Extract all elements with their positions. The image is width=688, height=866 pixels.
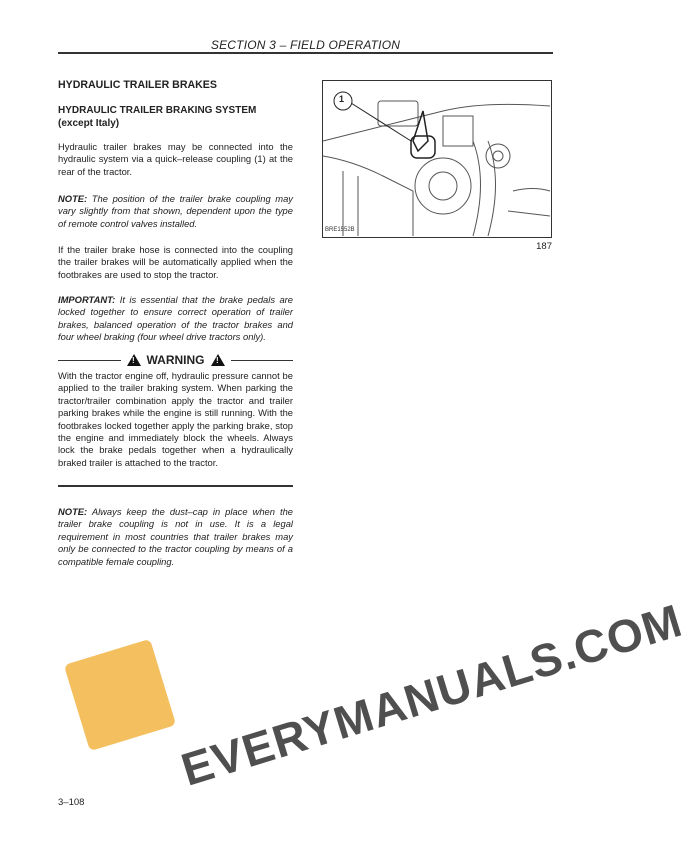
important-text: It is essential that the brake pedals are locked together to ensure correct operation of trailer brakes, balanced operation of the tractor brakes and four wheel braking (four wheel drive tractors only). [58, 294, 293, 343]
warning-label: WARNING [146, 353, 205, 367]
section-header: SECTION 3 – FIELD OPERATION [210, 38, 401, 52]
figure-trailer-brake-coupling [322, 80, 552, 238]
note-coupling-position [58, 193, 293, 230]
figure-number: 187 [536, 241, 552, 252]
figure-code: BRE1552B [325, 227, 355, 233]
watermark-text: EVERYMANUALS.COM [175, 593, 688, 796]
note-label: NOTE: [58, 506, 88, 517]
warning-text: With the tractor engine off, hydraulic pressure cannot be applied to the trailer braking system. When parking the tractor/trailer combination apply the tractor and trailer parking brakes while the engine is still running. With the footbrakes locked together apply the parking brake, stop the engine and immediately block the wheels. Always lock the brake pedals together when a hydraulically braked trailer is attached to the tractor. [58, 370, 293, 468]
intro-paragraph: Hydraulic trailer brakes may be connected into the hydraulic system via a quick–release coupling (1) at the rear of the tractor. [58, 141, 293, 177]
figure-callout: 1 [339, 94, 345, 104]
subheading-title: HYDRAULIC TRAILER BRAKING SYSTEM [58, 105, 257, 116]
automatic-brake-paragraph: If the trailer brake hose is connected into the coupling the trailer brakes will be automatically applied when the footbrakes are used to stop the tractor. [58, 244, 293, 280]
note-text: The position of the trailer brake coupling may vary slightly from that shown, dependent upon the type of remote control valves installed. [58, 193, 293, 229]
note-dust-cap [58, 506, 293, 568]
warning-rule-right [231, 360, 294, 361]
watermark-logo [64, 639, 176, 751]
warning-triangle-icon: ! [127, 354, 141, 366]
important-note [58, 294, 293, 344]
subheading [58, 104, 293, 130]
important-label: IMPORTANT: [58, 294, 116, 305]
note-text: Always keep the dust–cap in place when the trailer brake coupling is not in use. It is a legal requirement in most countries that trailer brakes may only be connected to the tractor coupling by means of a compatible female coupling. [58, 506, 293, 567]
warning-end-rule [58, 485, 293, 487]
warning-rule-left [58, 360, 121, 361]
header-rule [58, 52, 553, 54]
coupling-illustration [323, 81, 550, 236]
subheading-note: (except Italy) [58, 118, 120, 129]
warning-triangle-icon: ! [211, 354, 225, 366]
note-label: NOTE: [58, 193, 88, 204]
page-number: 3–108 [58, 797, 85, 808]
page-heading: HYDRAULIC TRAILER BRAKES [58, 79, 217, 91]
warning-heading [58, 352, 293, 368]
